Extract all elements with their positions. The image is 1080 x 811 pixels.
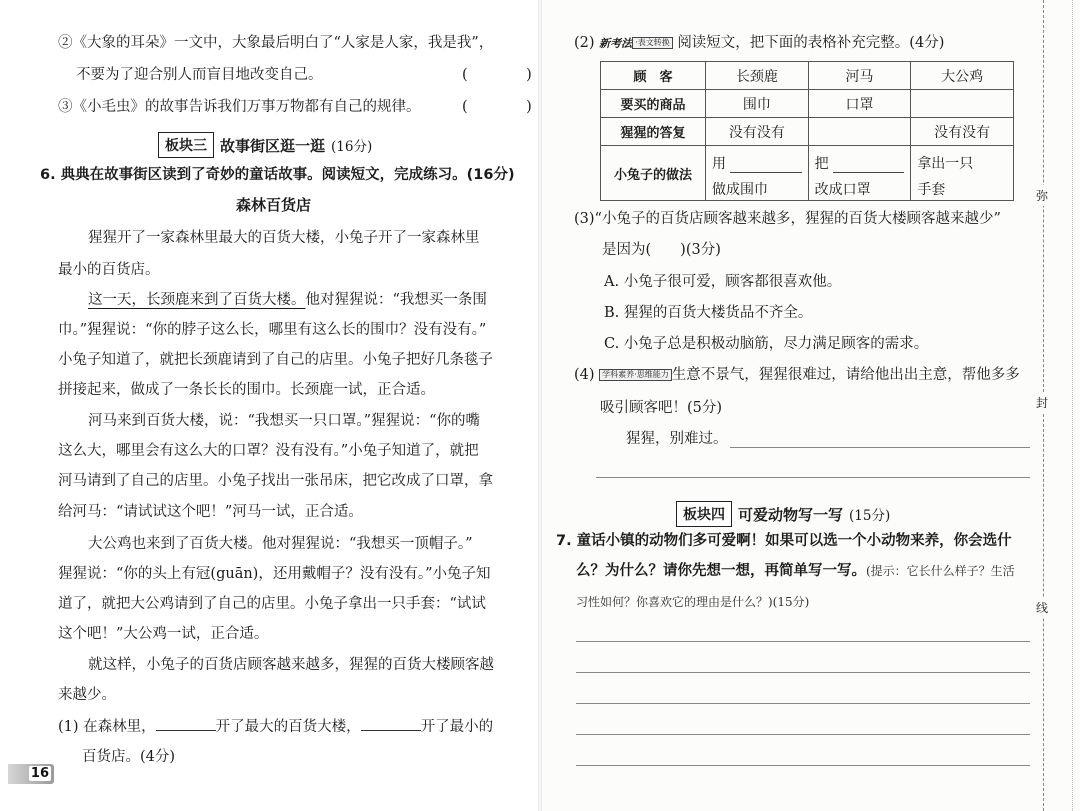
table-header-giraffe: 长颈鹿 <box>706 62 809 90</box>
method-hippo-prefix: 把 <box>814 156 829 172</box>
q5-item2-line2: 不要为了迎合别人而盲目地改变自己。 <box>76 67 323 83</box>
story-p3-line3: 河马请到了自己的店里。小兔子找出一张吊床，把它改成了口罩，拿 <box>58 473 493 489</box>
method-giraffe-blank[interactable] <box>730 158 802 173</box>
fill-table <box>600 61 1014 201</box>
table-cell-hippo-reply-blank[interactable] <box>808 118 911 146</box>
table-cell-rooster-reply: 没有没有 <box>911 118 1014 146</box>
page-number: 16 <box>30 766 49 781</box>
q6-3-option-c[interactable]: C. 小兔子总是积极动脑筋，尽力满足顾客的需求。 <box>604 336 929 352</box>
story-p2-line4: 拼接起来，做成了一条长长的围巾。长颈鹿一试，正合适。 <box>58 382 435 398</box>
q6-4-answer-line-1[interactable] <box>730 446 1030 448</box>
q6-3-line2: 是因为( )(3分) <box>602 242 721 258</box>
q7-hint-part1: (提示：它长什么样子？生活 <box>866 564 1015 578</box>
section4-name: 可爱动物写一写 <box>738 505 844 524</box>
page-number-tab <box>8 764 54 784</box>
q6-1-blank-largest[interactable] <box>156 718 216 731</box>
q7-writing-line-3[interactable] <box>576 702 1030 704</box>
literacy-tag: 学科素养·思维能力 <box>599 369 672 381</box>
q6-3-line1: (3)“小兔子的百货店顾客越来越多，猩猩的百货大楼顾客越来越少” <box>574 211 1001 227</box>
seal-char-feng: 封 <box>1036 392 1048 413</box>
story-p2-line1 <box>88 293 487 308</box>
q6-1-line2: 百货店。(4分) <box>82 749 176 765</box>
q6-3-option-a[interactable]: A. 小兔子很可爱，顾客都很喜欢他。 <box>604 274 842 290</box>
method-rooster-line1: 拿出一只 <box>917 156 974 172</box>
section3-box: 板块三 <box>158 132 214 158</box>
q6-2-stem <box>574 36 944 51</box>
section3-score: (16分) <box>331 139 373 155</box>
q5-item2-line1: ②《大象的耳朵》一文中，大象最后明白了“人家是人家，我是我”， <box>58 35 494 51</box>
underlined-sentence: 这一天，长颈鹿来到了百货大楼。 <box>88 292 306 308</box>
section4-title <box>676 501 890 527</box>
table-row3-label: 小兔子的做法 <box>601 146 706 201</box>
table-row-method <box>601 146 1014 201</box>
story-p4-line1: 大公鸡也来到了百货大楼。他对猩猩说：“我想买一顶帽子。” <box>88 536 473 552</box>
method-giraffe-suffix: 做成围巾 <box>712 182 768 198</box>
q7-writing-line-5[interactable] <box>576 764 1030 766</box>
section4-box: 板块四 <box>676 501 732 527</box>
q5-item2-answer-paren[interactable]: ( ) <box>462 67 554 83</box>
table-row2-label: 猩猩的答复 <box>601 118 706 146</box>
q5-item3: ③《小毛虫》的故事告诉我们万事万物都有自己的规律。 <box>58 99 421 115</box>
table-header-customer: 顾 客 <box>601 62 706 90</box>
q5-item3-answer-paren[interactable]: ( ) <box>462 99 554 115</box>
story-title: 森林百货店 <box>236 196 312 214</box>
story-p1-line1: 猩猩开了一家森林里最大的百货大楼，小兔子开了一家森林里 <box>88 230 480 246</box>
table-cell-hippo-item: 口罩 <box>808 90 911 118</box>
q7-writing-line-4[interactable] <box>576 733 1030 735</box>
table-convert-tag: ·表文转换 <box>632 37 673 49</box>
method-hippo-blank[interactable] <box>833 158 905 173</box>
story-p4-line3: 道了，就把大公鸡请到了自己的店里。小兔子拿出一只手套：“试试 <box>58 596 486 612</box>
q6-1-part-b: 开了最大的百货大楼， <box>215 719 361 735</box>
story-p5-line2: 来越少。 <box>58 687 116 703</box>
q7-line1: 7. 童话小镇的动物们多可爱啊！如果可以选一个小动物来养，你会选什 <box>556 533 1012 549</box>
seal-char-xian: 线 <box>1036 597 1048 618</box>
table-row-reply <box>601 118 1014 146</box>
story-p2-line1-rest: 他对猩猩说：“我想买一条围 <box>305 292 487 308</box>
table-cell-giraffe-reply: 没有没有 <box>706 118 809 146</box>
q6-4-text: 生意不景气，猩猩很难过，请给他出出主意，帮他多多 <box>671 367 1020 383</box>
q6-4-line2: 吸引顾客吧！(5分) <box>600 400 723 416</box>
q6-4-prompt: 猩猩，别难过。 <box>626 431 728 447</box>
method-giraffe-prefix: 用 <box>712 156 726 172</box>
story-p2-line3: 小兔子知道了，就把长颈鹿请到了自己的店里。小兔子把好几条毯子 <box>58 352 493 368</box>
q7-line2-bold: 么？为什么？请你先想一想，再简单写一写。 <box>576 563 866 579</box>
q6-1-part-c: 开了最小的 <box>420 719 494 735</box>
q6-4-number: (4) <box>574 367 595 383</box>
story-p3-line2: 这么大，哪里会有这么大的口罩？没有没有。”小兔子知道了，就把 <box>58 443 479 459</box>
section3-title <box>158 132 372 158</box>
story-p5-line1: 就这样，小兔子的百货店顾客越来越多，猩猩的百货大楼顾客越 <box>88 657 494 673</box>
q6-2-text: 阅读短文，把下面的表格补充完整。(4分) <box>677 35 945 51</box>
q6-1-part-a: (1) 在森林里， <box>58 719 156 735</box>
table-cell-hippo-method <box>808 146 911 201</box>
table-cell-giraffe-method <box>706 146 809 201</box>
q6-4-line1 <box>574 368 1020 383</box>
story-p4-line2: 猩猩说：“你的头上有冠(guān)，还用戴帽子？没有没有。”小兔子知 <box>58 566 491 582</box>
table-cell-giraffe-item: 围巾 <box>706 90 809 118</box>
q7-writing-line-1[interactable] <box>576 640 1030 642</box>
q6-3-option-b[interactable]: B. 猩猩的百货大楼货品不齐全。 <box>604 305 813 321</box>
table-cell-rooster-item-blank[interactable] <box>911 90 1014 118</box>
table-row1-label: 要买的商品 <box>601 90 706 118</box>
table-row-item <box>601 90 1014 118</box>
table-header-hippo: 河马 <box>808 62 911 90</box>
new-method-tag: 新考法 <box>599 37 633 50</box>
q6-4-answer-line-2[interactable] <box>596 476 1030 478</box>
q6-1-blank-smallest[interactable] <box>361 718 421 731</box>
story-p3-line4: 给河马：“请试试这个吧！”河马一试，正合适。 <box>58 504 363 520</box>
table-header-rooster: 大公鸡 <box>911 62 1014 90</box>
q7-line3: 习性如何？你喜欢它的理由是什么？)(15分) <box>576 595 810 609</box>
method-rooster-line2: 手套 <box>917 182 946 198</box>
story-p3-line1: 河马来到百货大楼，说：“我想买一只口罩。”猩猩说：“你的嘴 <box>88 413 480 429</box>
q7-line2 <box>576 564 1015 579</box>
q6-2-number: (2) <box>574 35 595 51</box>
section3-name: 故事街区逛一逛 <box>220 136 326 155</box>
q6-stem: 6. 典典在故事街区读到了奇妙的童话故事。阅读短文，完成练习。(16分) <box>40 167 515 183</box>
seal-char-mi: 弥 <box>1036 185 1048 206</box>
story-p1-line2: 最小的百货店。 <box>58 262 160 278</box>
page-gutter <box>538 0 542 811</box>
table-header-row <box>601 62 1014 90</box>
story-p4-line4: 这个吧！”大公鸡一试，正合适。 <box>58 626 269 642</box>
q7-writing-line-2[interactable] <box>576 671 1030 673</box>
q6-1-line1 <box>58 718 493 735</box>
method-hippo-suffix: 改成口罩 <box>814 182 871 198</box>
story-p2-line2: 巾。”猩猩说：“你的脖子这么长，哪里有这么长的围巾？没有没有。” <box>58 322 487 338</box>
section4-score: (15分) <box>849 508 891 524</box>
table-cell-rooster-method <box>911 146 1014 201</box>
page-edge-dots <box>1072 0 1073 811</box>
